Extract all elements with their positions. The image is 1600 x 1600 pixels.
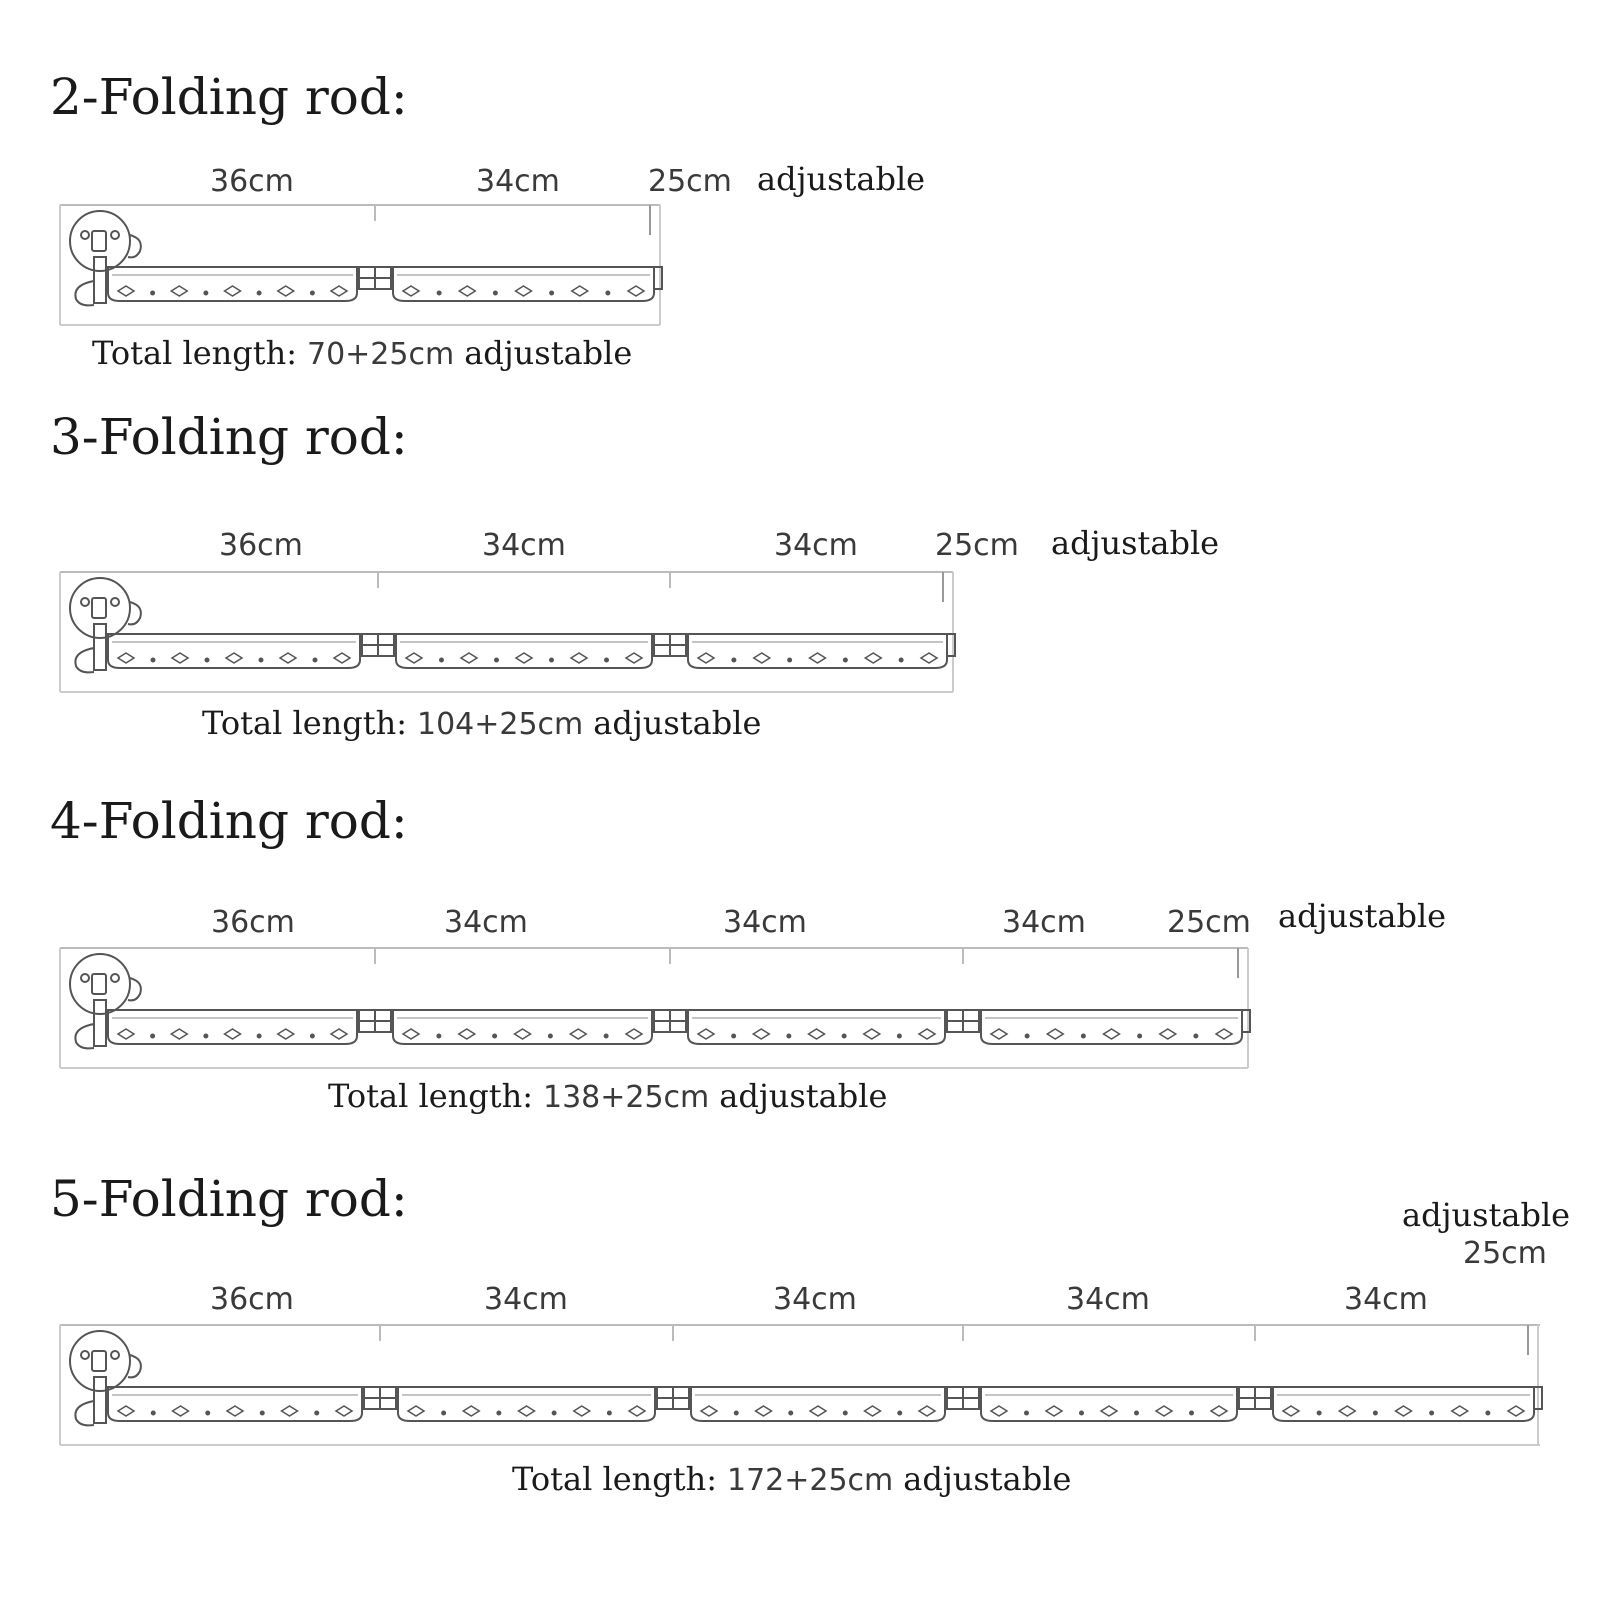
total-length-suffix: adjustable bbox=[903, 1460, 1072, 1498]
segment-label: 34cm bbox=[773, 1282, 857, 1317]
hanger-hole bbox=[463, 1406, 479, 1416]
hanger-dot bbox=[261, 1412, 264, 1415]
total-length-suffix: adjustable bbox=[719, 1077, 888, 1115]
hanger-hole bbox=[1283, 1406, 1299, 1416]
total-length-label: Total length: bbox=[202, 704, 407, 742]
segment-label: 34cm bbox=[1066, 1282, 1150, 1317]
hanger-hole bbox=[1396, 1406, 1412, 1416]
hanger-dot bbox=[152, 1412, 155, 1415]
hanger-hole bbox=[173, 1406, 189, 1416]
hanger-hole bbox=[336, 1406, 352, 1416]
hanger-dot bbox=[1190, 1412, 1193, 1415]
hanger-dot bbox=[735, 1412, 738, 1415]
hanger-hole bbox=[1508, 1406, 1524, 1416]
hanger-dot bbox=[789, 1412, 792, 1415]
segment-label: 34cm bbox=[723, 905, 807, 940]
hanger-dot bbox=[1135, 1412, 1138, 1415]
hanger-dot bbox=[497, 1412, 500, 1415]
extension-label: 25cm bbox=[648, 164, 732, 199]
segment-label: 36cm bbox=[211, 905, 295, 940]
mount-screw bbox=[111, 1351, 119, 1359]
section-title-5-fold: 5-Folding rod: bbox=[50, 1170, 408, 1228]
segment-label: 34cm bbox=[1002, 905, 1086, 940]
hanger-hole bbox=[991, 1406, 1007, 1416]
mount-knob bbox=[92, 1351, 106, 1371]
hanger-dot bbox=[206, 1412, 209, 1415]
segment-label: 34cm bbox=[484, 1282, 568, 1317]
section-title-4-fold: 4-Folding rod: bbox=[50, 792, 408, 850]
segment-label: 34cm bbox=[774, 528, 858, 563]
hanger-hole bbox=[756, 1406, 772, 1416]
hanger-hole bbox=[810, 1406, 826, 1416]
mount-foot bbox=[75, 1401, 94, 1425]
segment-label: 34cm bbox=[444, 905, 528, 940]
segment-label: 34cm bbox=[1344, 1282, 1428, 1317]
hanger-hole bbox=[574, 1406, 590, 1416]
hanger-hole bbox=[282, 1406, 298, 1416]
hanger-hole bbox=[1101, 1406, 1117, 1416]
segment-label: 36cm bbox=[210, 1282, 294, 1317]
segment-label: 34cm bbox=[476, 164, 560, 199]
hanger-dot bbox=[553, 1412, 556, 1415]
total-length-value: 104+25cm bbox=[416, 707, 584, 742]
hanger-hole bbox=[1452, 1406, 1468, 1416]
extension-label: 25cm bbox=[1463, 1236, 1547, 1271]
hanger-hole bbox=[919, 1406, 935, 1416]
adjustable-label: adjustable bbox=[1051, 524, 1220, 562]
segment-label: 36cm bbox=[210, 164, 294, 199]
hanger-dot bbox=[1486, 1412, 1489, 1415]
segment-label: 34cm bbox=[482, 528, 566, 563]
hanger-dot bbox=[1430, 1412, 1433, 1415]
hanger-dot bbox=[1080, 1412, 1083, 1415]
hanger-dot bbox=[1318, 1412, 1321, 1415]
total-length-5-fold bbox=[512, 1460, 1071, 1498]
total-length-label: Total length: bbox=[92, 334, 297, 372]
wall-mount-disc bbox=[70, 1331, 130, 1391]
extension-label: 25cm bbox=[1167, 905, 1251, 940]
total-length-suffix: adjustable bbox=[464, 334, 633, 372]
adjustable-label: adjustable bbox=[1278, 897, 1447, 935]
total-length-value: 138+25cm bbox=[542, 1080, 710, 1115]
mount-screw bbox=[81, 1351, 89, 1359]
hanger-dot bbox=[1374, 1412, 1377, 1415]
hanger-dot bbox=[442, 1412, 445, 1415]
total-length-label: Total length: bbox=[328, 1077, 533, 1115]
hanger-hole bbox=[408, 1406, 424, 1416]
hanger-hole bbox=[701, 1406, 717, 1416]
hanger-hole bbox=[227, 1406, 243, 1416]
adjustable-label: adjustable bbox=[1402, 1196, 1571, 1234]
hanger-hole bbox=[1339, 1406, 1355, 1416]
hanger-hole bbox=[1046, 1406, 1062, 1416]
hanger-dot bbox=[844, 1412, 847, 1415]
mount-post bbox=[94, 1377, 106, 1423]
hanger-dot bbox=[898, 1412, 901, 1415]
section-title-3-fold: 3-Folding rod: bbox=[50, 408, 408, 466]
hanger-hole bbox=[519, 1406, 535, 1416]
hanger-hole bbox=[629, 1406, 645, 1416]
total-length-label: Total length: bbox=[512, 1460, 717, 1498]
section-title-2-fold: 2-Folding rod: bbox=[50, 68, 408, 126]
total-length-suffix: adjustable bbox=[593, 704, 762, 742]
hanger-dot bbox=[315, 1412, 318, 1415]
hanger-dot bbox=[1025, 1412, 1028, 1415]
hanger-dot bbox=[608, 1412, 611, 1415]
total-length-value: 70+25cm bbox=[306, 337, 455, 372]
segment-label: 36cm bbox=[219, 528, 303, 563]
adjustable-label: adjustable bbox=[757, 160, 926, 198]
hanger-hole bbox=[865, 1406, 881, 1416]
rod-group bbox=[60, 1325, 1542, 1445]
hanger-hole bbox=[1156, 1406, 1172, 1416]
hanger-hole bbox=[1211, 1406, 1227, 1416]
hanger-hole bbox=[118, 1406, 134, 1416]
extension-label: 25cm bbox=[935, 528, 1019, 563]
total-length-value: 172+25cm bbox=[726, 1463, 894, 1498]
